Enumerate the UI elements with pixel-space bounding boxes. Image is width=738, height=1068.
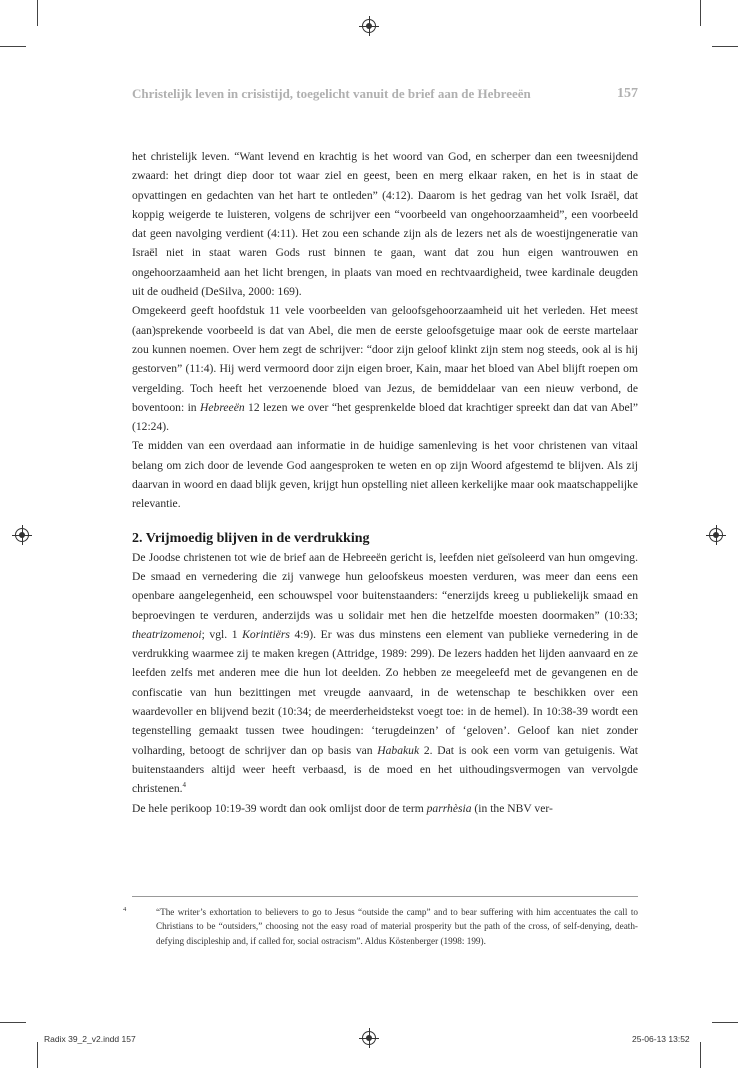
registration-mark-icon xyxy=(15,528,29,542)
crop-mark xyxy=(37,0,38,26)
paragraph-text: (in the NBV ver- xyxy=(471,801,553,815)
crop-mark xyxy=(712,46,738,47)
italic-title: Korintiërs xyxy=(242,627,290,641)
paragraph xyxy=(132,147,638,301)
paragraph-text: 12 lezen we over “het gesprenkelde bloed dat krachtiger spreekt dan dat van Abel” (12:24). xyxy=(132,400,639,434)
italic-title: Hebreeën xyxy=(200,400,245,414)
crop-mark xyxy=(0,46,26,47)
body-text xyxy=(132,147,638,818)
crop-mark xyxy=(700,1042,701,1068)
paragraph-text: 4:9). Er was dus minstens een element van publieke vernedering in de verdrukking waarmee zij te maken kregen (Attridge, 1989: 299). De lezers hadden het lijden aanvaard en ze leefden zelfs met anderen mee die hun lot deelden. Zo hebben ze meegeleefd met de gevangenen en de confiscatie van hun bezittingen met vreugde aanvaard, in de wetenschap te beschikken over een waardevoller en blijvend bezit (10:34; de meerderheidstekst voegt toe: in de hemel). In 10:38-39 wordt een tegenstelling gemaakt tussen twee houdingen: ‘terugdeinzen’ of ‘geloven’. Geloof kan niet zonder volharding, betoogt de schrijver dan op basis van xyxy=(132,627,638,757)
footnote xyxy=(123,905,638,948)
paragraph-text: 2. Dat is ook een vorm van getuigenis. Wat buitenstaanders altijd weer heeft verbaasd, is de moed en het uithoudingsvermogen van vervolgde christenen. xyxy=(132,743,638,796)
registration-mark-icon xyxy=(362,19,376,33)
paragraph xyxy=(132,301,638,436)
slug-filename: Radix 39_2_v2.indd 157 xyxy=(44,1034,136,1044)
running-header xyxy=(132,86,638,102)
crop-mark xyxy=(712,1022,738,1023)
footnote-number: 4 xyxy=(123,906,127,913)
paragraph-text: ; vgl. 1 xyxy=(201,627,243,641)
italic-title: Habakuk xyxy=(377,743,420,757)
registration-mark-icon xyxy=(709,528,723,542)
paragraph-text: Omgekeerd geeft hoofdstuk 11 vele voorbeelden van geloofsgehoorzaamheid uit het verleden. Het meest (aan)sprekende voorbeeld is dat van Abel, die men de eerste geloofsgetuige maar ook de eerste martelaar zou kunnen noemen. Over hem zegt de schrijver: “door zijn geloof klinkt zijn stem nog steeds, ook al is hij gestorven” (11:4). Hij werd vermoord door zijn eigen broer, Kain, maar het bloed van Abel blijft roepen om vergelding. Toch heeft het verzoenende bloed van Jezus, de bemiddelaar van een nieuw verbond, de boventoon: in xyxy=(132,304,638,414)
page-number: 157 xyxy=(617,86,638,101)
registration-mark-icon xyxy=(362,1031,376,1045)
crop-mark xyxy=(37,1042,38,1068)
section-heading: 2. Vrijmoedig blijven in de verdrukking xyxy=(132,530,370,546)
footnote-rule xyxy=(132,896,638,897)
crop-mark xyxy=(0,1022,26,1023)
paragraph-text: De Joodse christenen tot wie de brief aan de Hebreeën gericht is, leefden niet geïsoleerd van hun omgeving. De smaad en vernedering die zij vanwege hun geloofskeus moesten verduren, was meer dan eens een openbare aangelegenheid, een schouwspel voor buitenstaanders: “enerzijds kreeg u publiekelijk smaad en beproevingen te verduren, anderzijds was u solidair met hen die hetzelfde moesten doormaken” (10:33; xyxy=(132,550,638,622)
italic-term: parrhèsia xyxy=(426,801,472,815)
footnote-reference: 4 xyxy=(182,781,187,790)
crop-mark xyxy=(700,0,701,26)
italic-term: theatrizomenoi xyxy=(132,627,202,641)
paragraph-text: het christelijk leven. “Want levend en krachtig is het woord van God, en scherper dan een tweesnijdend zwaard: het dringt diep door tot waar ziel en geest, been en merg elkaar raken, en het is in staat de opvattingen en gedachten van het hart te ontleden” (4:12). Daarom is het gedrag van het volk Israël, dat koppig weigerde te luisteren, volgens de schrijver een “voorbeeld van ongehoorzaamheid”, een voorbeeld dat geen navolging verdient (4:11). Het zou een schande zijn als de lezers net als de woestijngeneratie van Israël niet in staat waren Gods rust binnen te gaan, want dat zou hun eigen wantrouwen en ongehoorzaamheid aan het licht brengen, in plaats van moed en rechtvaardigheid, twee kardinale deugden uit de oudheid (DeSilva, 2000: 169). xyxy=(132,150,638,299)
paragraph-text: De hele perikoop 10:19-39 wordt dan ook omlijst door de term xyxy=(132,801,427,815)
paragraph xyxy=(132,436,638,513)
paragraph-text: Te midden van een overdaad aan informatie in de huidige samenleving is het voor christenen van vitaal belang om zich door de levende God aangesproken te weten en op zijn Woord afgestemd te blijven. Als zij daarvan in woord en daad blijk geven, krijgt hun opstelling niet alleen kerkelijke maar ook maatschappelijke relevantie. xyxy=(132,439,638,511)
paragraph xyxy=(132,799,638,818)
paragraph xyxy=(132,548,638,799)
slug-datetime: 25-06-13 13:52 xyxy=(632,1034,690,1044)
running-title: Christelijk leven in crisistijd, toegelicht vanuit de brief aan de Hebreeën xyxy=(132,86,531,101)
footnote-text: “The writer’s exhortation to believers to go to Jesus “outside the camp” and to bear suffering with him accentuates the call to Christians to be “outsiders,” choosing not the easy road of material prosperity but the path of the cross, of self-denying, death-defying discipleship and, if called for, social ostracism”. Aldus Köstenberger (1998: 199). xyxy=(156,907,638,946)
